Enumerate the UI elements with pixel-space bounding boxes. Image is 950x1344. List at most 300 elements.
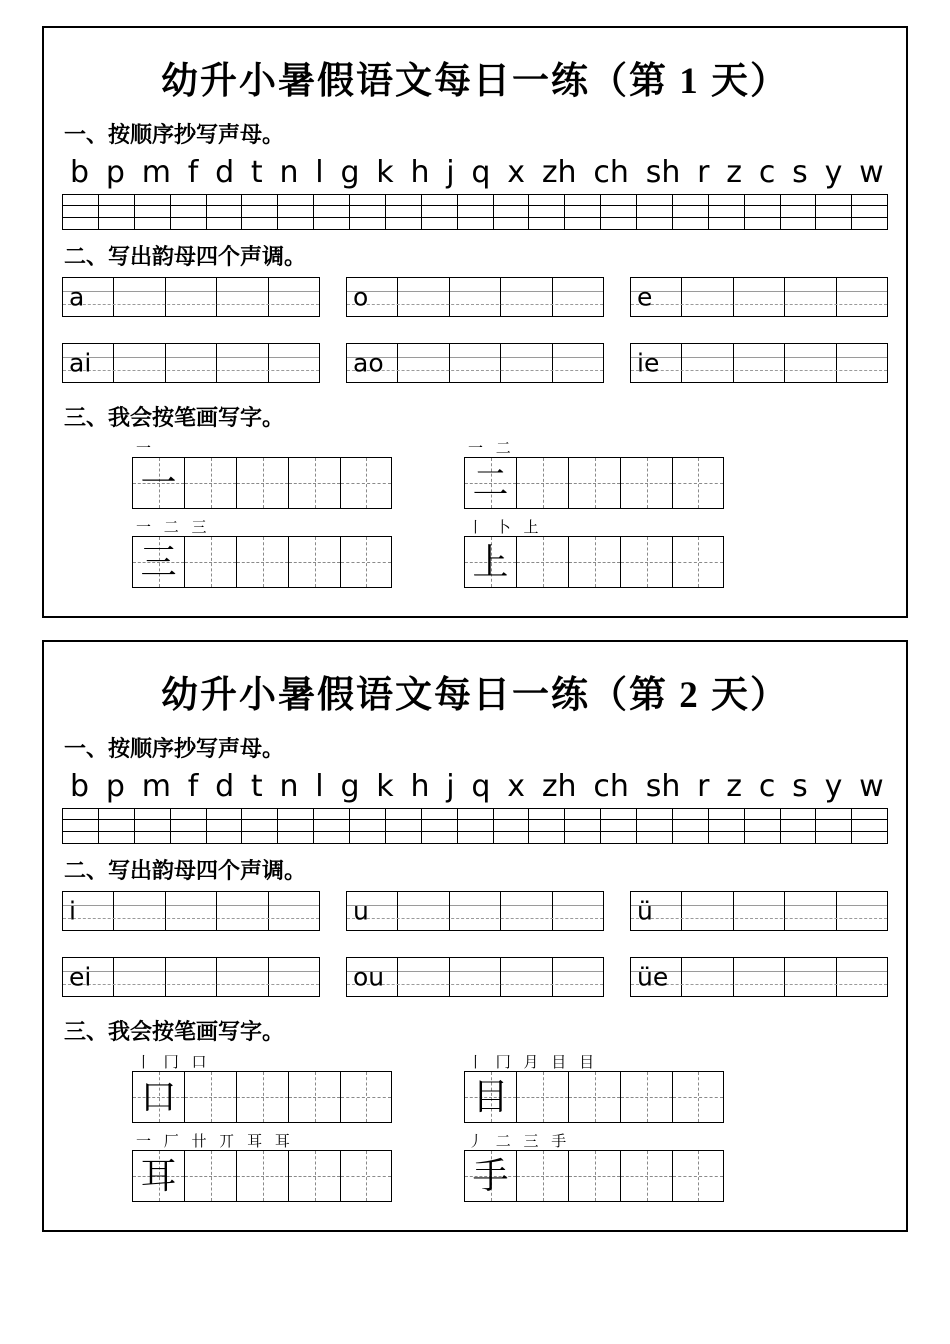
tone-cell[interactable] <box>553 344 603 382</box>
tone-group[interactable] <box>62 957 320 997</box>
grid-cell[interactable] <box>851 218 888 230</box>
grid-cell[interactable] <box>277 832 313 844</box>
tone-cell[interactable] <box>269 278 319 316</box>
grid-cell[interactable] <box>385 194 421 206</box>
character-glyph: 口 <box>140 1077 177 1117</box>
initials-copy-grid-2[interactable] <box>62 808 888 844</box>
grid-cell[interactable] <box>277 808 313 820</box>
tone-cell[interactable] <box>682 278 733 316</box>
grid-cell[interactable] <box>98 820 134 832</box>
tone-group[interactable] <box>630 343 888 383</box>
tone-cell[interactable] <box>501 278 552 316</box>
initial-letter: m <box>141 155 171 190</box>
tone-cell[interactable] <box>398 278 449 316</box>
grid-cell[interactable] <box>170 218 206 230</box>
grid-cell[interactable] <box>421 206 457 218</box>
grid-cell[interactable] <box>206 206 242 218</box>
grid-cell[interactable] <box>564 218 600 230</box>
tian-cell[interactable] <box>672 457 724 509</box>
tone-cell[interactable] <box>734 278 785 316</box>
tone-cell[interactable] <box>398 892 449 930</box>
tian-cell[interactable] <box>672 1071 724 1123</box>
initial-letter: x <box>507 155 526 190</box>
tian-cell-model <box>464 536 516 588</box>
tian-cell[interactable] <box>288 1071 340 1123</box>
grid-cell[interactable] <box>241 808 277 820</box>
tone-group[interactable] <box>62 277 320 317</box>
grid-row[interactable] <box>62 832 888 844</box>
grid-cell[interactable] <box>672 820 708 832</box>
grid-cell[interactable] <box>708 808 744 820</box>
grid-cell[interactable] <box>241 218 277 230</box>
tian-cell[interactable] <box>288 1150 340 1202</box>
character-unit <box>132 519 392 588</box>
stroke-order: 一 <box>136 439 156 457</box>
grid-cell[interactable] <box>564 820 600 832</box>
character-unit <box>464 1054 724 1123</box>
tian-cell[interactable] <box>620 1071 672 1123</box>
section-heading-two: 二、写出韵母四个声调。 <box>64 858 307 883</box>
character-row <box>62 1054 888 1123</box>
tone-cell[interactable] <box>501 344 552 382</box>
tone-cell[interactable] <box>785 958 836 996</box>
grid-row[interactable] <box>62 194 888 206</box>
grid-cell[interactable] <box>815 832 851 844</box>
tian-grid[interactable] <box>464 536 724 588</box>
tian-cell-model <box>132 1150 184 1202</box>
grid-cell[interactable] <box>457 194 493 206</box>
grid-cell[interactable] <box>62 206 98 218</box>
tian-cell[interactable] <box>672 1150 724 1202</box>
initial-letter: d <box>215 769 235 804</box>
grid-cell[interactable] <box>349 808 385 820</box>
tone-group[interactable] <box>630 957 888 997</box>
grid-cell[interactable] <box>851 832 888 844</box>
tone-label: ai <box>69 348 92 378</box>
tone-cell[interactable] <box>114 958 165 996</box>
initial-letter: sh <box>645 769 681 804</box>
grid-cell[interactable] <box>62 218 98 230</box>
grid-cell[interactable] <box>564 832 600 844</box>
tian-cell[interactable] <box>236 1071 288 1123</box>
tone-cell[interactable] <box>837 892 887 930</box>
grid-cell[interactable] <box>780 206 816 218</box>
grid-cell[interactable] <box>134 808 170 820</box>
grid-cell[interactable] <box>349 194 385 206</box>
grid-cell[interactable] <box>206 194 242 206</box>
grid-cell[interactable] <box>708 218 744 230</box>
initial-letter: h <box>410 769 430 804</box>
grid-cell[interactable] <box>421 820 457 832</box>
tone-cell[interactable] <box>269 958 319 996</box>
initial-letter: ch <box>593 155 629 190</box>
grid-cell[interactable] <box>744 218 780 230</box>
tone-cell[interactable] <box>553 958 603 996</box>
grid-cell[interactable] <box>134 194 170 206</box>
grid-cell[interactable] <box>600 832 636 844</box>
grid-cell[interactable] <box>241 194 277 206</box>
grid-cell[interactable] <box>385 820 421 832</box>
tian-cell[interactable] <box>340 457 392 509</box>
grid-cell[interactable] <box>780 218 816 230</box>
tian-cell[interactable] <box>516 536 568 588</box>
grid-cell[interactable] <box>708 206 744 218</box>
tone-cell[interactable] <box>682 892 733 930</box>
grid-cell[interactable] <box>313 206 349 218</box>
tian-grid[interactable] <box>132 536 392 588</box>
grid-cell[interactable] <box>672 832 708 844</box>
tone-group[interactable] <box>630 891 888 931</box>
grid-cell[interactable] <box>672 194 708 206</box>
section-heading-three: 三、我会按笔画写字。 <box>64 1019 285 1044</box>
tone-row <box>62 277 888 317</box>
grid-cell[interactable] <box>457 206 493 218</box>
grid-cell[interactable] <box>851 808 888 820</box>
tian-cell[interactable] <box>340 1150 392 1202</box>
grid-cell[interactable] <box>170 206 206 218</box>
section-heading-three: 三、我会按笔画写字。 <box>64 405 285 430</box>
grid-cell[interactable] <box>708 194 744 206</box>
tian-cell[interactable] <box>184 1150 236 1202</box>
tian-cell[interactable] <box>340 536 392 588</box>
grid-cell[interactable] <box>600 808 636 820</box>
grid-cell[interactable] <box>708 832 744 844</box>
grid-cell[interactable] <box>241 832 277 844</box>
tone-label: i <box>69 896 76 926</box>
grid-cell[interactable] <box>349 820 385 832</box>
grid-cell[interactable] <box>636 218 672 230</box>
grid-cell[interactable] <box>493 820 529 832</box>
tian-grid[interactable] <box>132 1071 392 1123</box>
initial-letter: z <box>726 769 743 804</box>
page-title: 幼升小暑假语文每日一练（第 1 天） <box>161 61 789 102</box>
grid-cell[interactable] <box>636 206 672 218</box>
character-row <box>62 1133 888 1202</box>
character-glyph: 二 <box>472 463 509 503</box>
grid-cell[interactable] <box>313 808 349 820</box>
grid-cell[interactable] <box>277 194 313 206</box>
tone-cell[interactable] <box>682 958 733 996</box>
tone-cell[interactable] <box>217 278 268 316</box>
tone-group[interactable] <box>62 343 320 383</box>
tian-cell[interactable] <box>288 536 340 588</box>
grid-cell[interactable] <box>493 194 529 206</box>
grid-cell[interactable] <box>349 832 385 844</box>
grid-cell[interactable] <box>421 218 457 230</box>
grid-cell[interactable] <box>134 206 170 218</box>
grid-cell[interactable] <box>672 206 708 218</box>
grid-cell[interactable] <box>170 808 206 820</box>
grid-cell[interactable] <box>600 206 636 218</box>
tone-group[interactable] <box>346 957 604 997</box>
grid-cell[interactable] <box>636 820 672 832</box>
grid-cell[interactable] <box>744 194 780 206</box>
tone-cell[interactable] <box>450 344 501 382</box>
tone-cell[interactable] <box>785 892 836 930</box>
tian-cell[interactable] <box>672 536 724 588</box>
tone-cell[interactable] <box>114 344 165 382</box>
grid-cell[interactable] <box>134 218 170 230</box>
grid-cell[interactable] <box>600 218 636 230</box>
grid-cell[interactable] <box>851 206 888 218</box>
initial-letter: q <box>471 155 491 190</box>
tone-cell[interactable] <box>682 344 733 382</box>
grid-cell[interactable] <box>815 820 851 832</box>
grid-cell[interactable] <box>600 820 636 832</box>
tone-cell[interactable] <box>501 958 552 996</box>
grid-cell[interactable] <box>815 218 851 230</box>
tian-cell[interactable] <box>236 1150 288 1202</box>
tian-cell[interactable] <box>184 536 236 588</box>
grid-cell[interactable] <box>313 194 349 206</box>
grid-row[interactable] <box>62 206 888 218</box>
tone-group[interactable] <box>630 277 888 317</box>
grid-cell[interactable] <box>600 194 636 206</box>
grid-cell[interactable] <box>564 808 600 820</box>
tone-cell[interactable] <box>450 958 501 996</box>
grid-cell[interactable] <box>493 808 529 820</box>
grid-cell[interactable] <box>62 194 98 206</box>
character-glyph: 一 <box>140 463 177 503</box>
tian-grid[interactable] <box>464 1071 724 1123</box>
initial-letter: l <box>315 769 324 804</box>
grid-cell[interactable] <box>744 820 780 832</box>
grid-cell[interactable] <box>313 832 349 844</box>
tone-cell[interactable] <box>785 278 836 316</box>
tone-cell[interactable] <box>837 344 887 382</box>
grid-cell[interactable] <box>493 218 529 230</box>
grid-cell[interactable] <box>564 194 600 206</box>
tian-grid[interactable] <box>464 1150 724 1202</box>
initial-letter: w <box>859 769 884 804</box>
initial-letter: w <box>859 155 884 190</box>
tone-cell[interactable] <box>450 892 501 930</box>
tone-cell[interactable] <box>553 892 603 930</box>
grid-cell[interactable] <box>780 808 816 820</box>
grid-cell[interactable] <box>134 832 170 844</box>
grid-cell[interactable] <box>780 820 816 832</box>
grid-cell[interactable] <box>277 218 313 230</box>
tone-cell[interactable] <box>398 344 449 382</box>
initial-letter: x <box>507 769 526 804</box>
grid-cell[interactable] <box>528 206 564 218</box>
tone-cell[interactable] <box>398 958 449 996</box>
tian-cell[interactable] <box>568 1150 620 1202</box>
tone-cell[interactable] <box>166 892 217 930</box>
grid-cell[interactable] <box>528 832 564 844</box>
grid-cell[interactable] <box>313 820 349 832</box>
initial-letter: g <box>340 155 360 190</box>
grid-cell[interactable] <box>457 808 493 820</box>
grid-cell[interactable] <box>636 194 672 206</box>
tone-cell[interactable] <box>114 892 165 930</box>
grid-cell[interactable] <box>170 194 206 206</box>
grid-cell[interactable] <box>349 218 385 230</box>
grid-cell[interactable] <box>672 218 708 230</box>
grid-cell[interactable] <box>528 808 564 820</box>
grid-cell[interactable] <box>385 218 421 230</box>
grid-cell[interactable] <box>62 808 98 820</box>
grid-cell[interactable] <box>62 832 98 844</box>
character-glyph: 手 <box>472 1156 509 1196</box>
grid-cell[interactable] <box>780 832 816 844</box>
initial-letter: h <box>410 155 430 190</box>
tian-cell[interactable] <box>236 536 288 588</box>
grid-cell[interactable] <box>493 832 529 844</box>
initial-letter: g <box>340 769 360 804</box>
tian-cell[interactable] <box>568 1071 620 1123</box>
tone-cell[interactable] <box>501 892 552 930</box>
grid-cell[interactable] <box>134 820 170 832</box>
tone-group[interactable] <box>346 891 604 931</box>
grid-cell[interactable] <box>815 808 851 820</box>
grid-cell[interactable] <box>98 832 134 844</box>
tone-cell[interactable] <box>269 344 319 382</box>
tone-cell[interactable] <box>114 278 165 316</box>
initial-letter: f <box>187 155 199 190</box>
grid-cell[interactable] <box>277 820 313 832</box>
character-glyph: 上 <box>472 542 509 582</box>
grid-row[interactable] <box>62 820 888 832</box>
tone-label: ao <box>353 348 384 378</box>
grid-cell[interactable] <box>98 194 134 206</box>
initial-letter: s <box>792 155 808 190</box>
tian-cell[interactable] <box>516 1071 568 1123</box>
initial-letter: n <box>279 769 299 804</box>
tian-cell[interactable] <box>620 1150 672 1202</box>
grid-cell[interactable] <box>815 194 851 206</box>
grid-cell[interactable] <box>493 206 529 218</box>
tian-cell[interactable] <box>516 1150 568 1202</box>
character-unit <box>132 1054 392 1123</box>
tone-label: u <box>353 896 369 926</box>
tone-cell[interactable] <box>217 892 268 930</box>
grid-cell[interactable] <box>457 218 493 230</box>
grid-cell[interactable] <box>851 194 888 206</box>
grid-row[interactable] <box>62 218 888 230</box>
grid-cell[interactable] <box>385 832 421 844</box>
grid-cell[interactable] <box>528 218 564 230</box>
tone-cell[interactable] <box>166 958 217 996</box>
tone-cell[interactable] <box>837 278 887 316</box>
grid-cell[interactable] <box>851 820 888 832</box>
tone-cell[interactable] <box>269 892 319 930</box>
tian-grid[interactable] <box>132 457 392 509</box>
stroke-order: 丨 冂 月 目 目 <box>468 1053 599 1071</box>
tone-cell[interactable] <box>734 958 785 996</box>
grid-cell[interactable] <box>421 808 457 820</box>
initial-letter: p <box>105 769 125 804</box>
tian-cell[interactable] <box>236 457 288 509</box>
tone-label: e <box>637 282 653 312</box>
grid-cell[interactable] <box>313 218 349 230</box>
grid-cell[interactable] <box>170 832 206 844</box>
initial-letter: t <box>250 769 263 804</box>
tian-cell[interactable] <box>620 457 672 509</box>
grid-cell[interactable] <box>457 832 493 844</box>
character-unit <box>132 440 392 509</box>
grid-cell[interactable] <box>98 808 134 820</box>
tone-cell[interactable] <box>450 278 501 316</box>
grid-cell[interactable] <box>385 808 421 820</box>
tian-cell[interactable] <box>568 536 620 588</box>
grid-cell[interactable] <box>241 206 277 218</box>
tian-cell[interactable] <box>620 536 672 588</box>
grid-cell[interactable] <box>421 832 457 844</box>
tian-cell[interactable] <box>340 1071 392 1123</box>
grid-cell[interactable] <box>241 820 277 832</box>
tian-cell[interactable] <box>184 457 236 509</box>
initials-copy-grid-1[interactable] <box>62 194 888 230</box>
grid-cell[interactable] <box>564 206 600 218</box>
tone-cell[interactable] <box>553 278 603 316</box>
tone-cell[interactable] <box>734 344 785 382</box>
tone-cell[interactable] <box>837 958 887 996</box>
grid-cell[interactable] <box>206 832 242 844</box>
tone-group[interactable] <box>346 277 604 317</box>
tone-cell[interactable] <box>166 344 217 382</box>
initial-letter: r <box>697 155 710 190</box>
grid-row[interactable] <box>62 808 888 820</box>
tone-cell[interactable] <box>166 278 217 316</box>
tian-cell[interactable] <box>516 457 568 509</box>
grid-cell[interactable] <box>815 206 851 218</box>
initial-letter: b <box>70 769 90 804</box>
tone-cell[interactable] <box>217 958 268 996</box>
grid-cell[interactable] <box>744 832 780 844</box>
grid-cell[interactable] <box>672 808 708 820</box>
worksheet-day-2 <box>42 640 908 1232</box>
grid-cell[interactable] <box>170 820 206 832</box>
tian-cell[interactable] <box>568 457 620 509</box>
grid-cell[interactable] <box>98 218 134 230</box>
grid-cell[interactable] <box>385 206 421 218</box>
grid-cell[interactable] <box>206 808 242 820</box>
grid-cell[interactable] <box>528 194 564 206</box>
grid-cell[interactable] <box>744 206 780 218</box>
grid-cell[interactable] <box>421 194 457 206</box>
stroke-order: 丨 卜 上 <box>468 518 543 536</box>
initial-letter: zh <box>541 155 577 190</box>
tian-grid[interactable] <box>464 457 724 509</box>
character-glyph: 耳 <box>140 1156 177 1196</box>
grid-cell[interactable] <box>206 218 242 230</box>
grid-cell[interactable] <box>62 820 98 832</box>
grid-cell[interactable] <box>708 820 744 832</box>
tian-grid[interactable] <box>132 1150 392 1202</box>
grid-cell[interactable] <box>636 832 672 844</box>
grid-cell[interactable] <box>206 820 242 832</box>
tone-group[interactable] <box>346 343 604 383</box>
tian-cell[interactable] <box>288 457 340 509</box>
grid-cell[interactable] <box>457 820 493 832</box>
stroke-order: 一 厂 卄 丌 耳 耳 <box>136 1132 294 1150</box>
grid-cell[interactable] <box>277 206 313 218</box>
grid-cell[interactable] <box>349 206 385 218</box>
tian-cell[interactable] <box>184 1071 236 1123</box>
initial-letter: f <box>187 769 199 804</box>
grid-cell[interactable] <box>98 206 134 218</box>
tone-group[interactable] <box>62 891 320 931</box>
grid-cell[interactable] <box>636 808 672 820</box>
grid-cell[interactable] <box>780 194 816 206</box>
initial-letter: sh <box>645 155 681 190</box>
tone-cell[interactable] <box>785 344 836 382</box>
tone-cell[interactable] <box>217 344 268 382</box>
grid-cell[interactable] <box>528 820 564 832</box>
grid-cell[interactable] <box>744 808 780 820</box>
tone-cell[interactable] <box>734 892 785 930</box>
